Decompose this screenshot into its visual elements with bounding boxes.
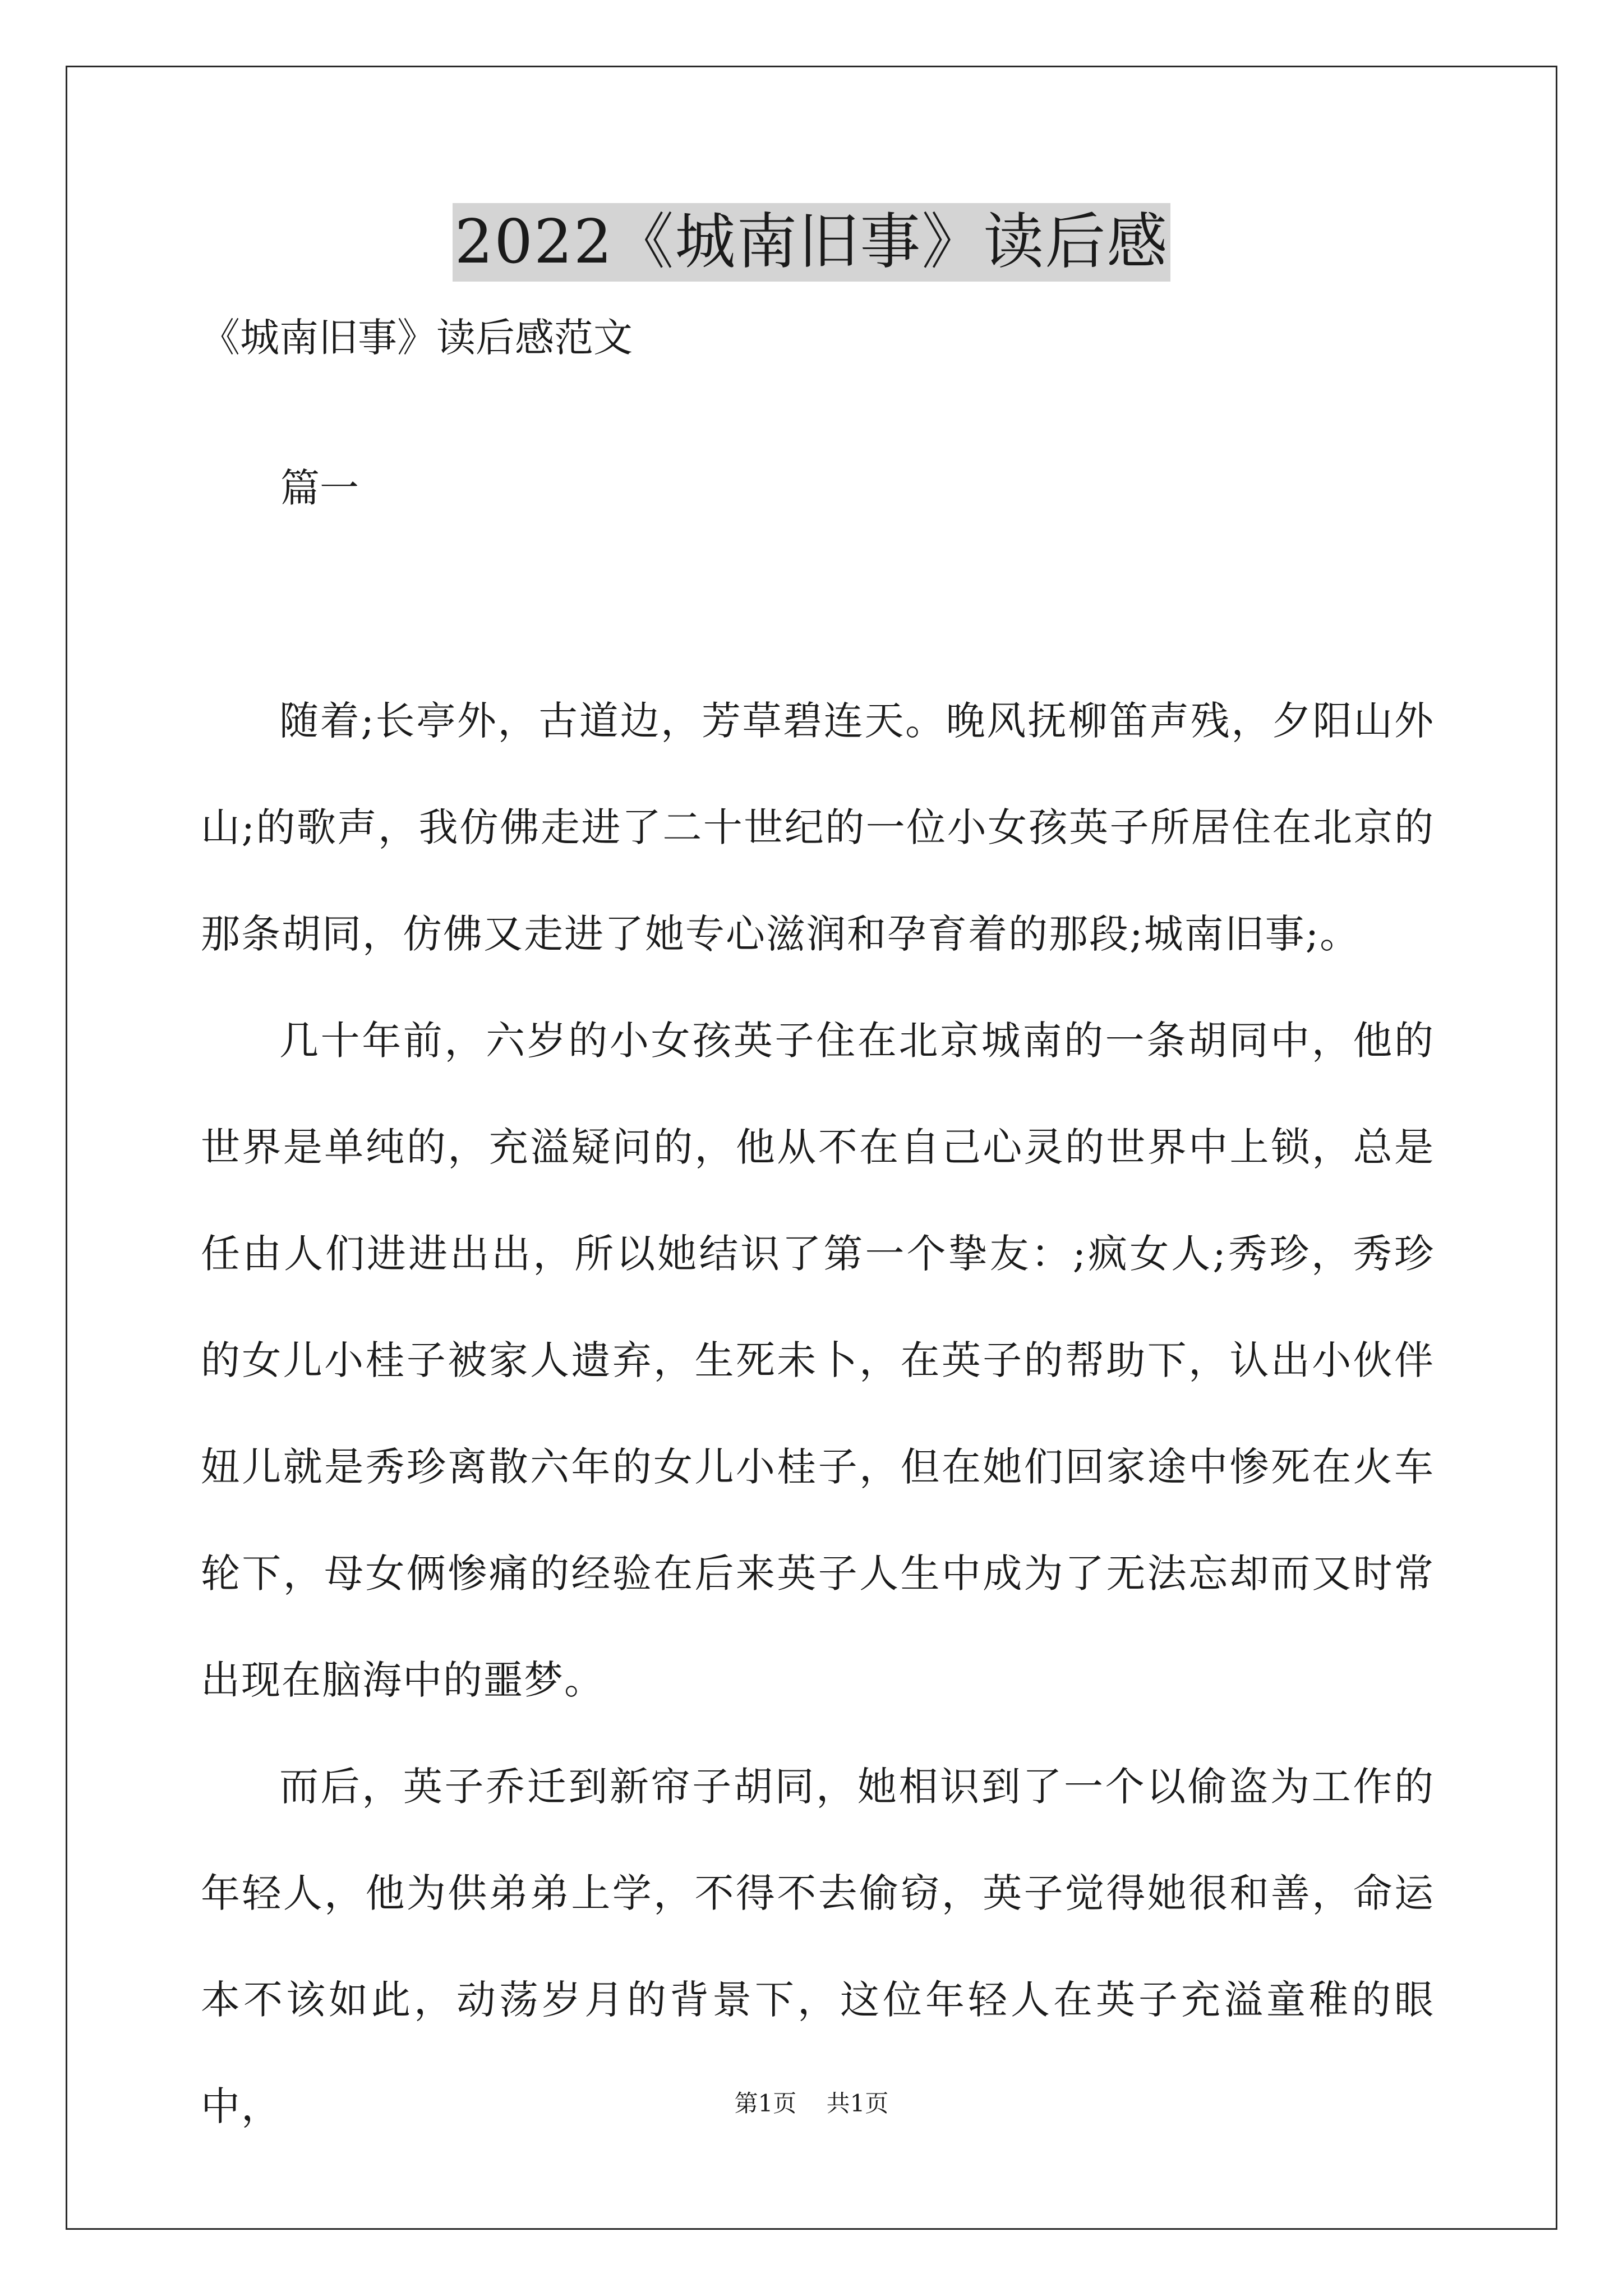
document-title-text: 2022《城南旧事》读后感 <box>453 203 1171 282</box>
document-subtitle: 《城南旧事》读后感范文 <box>201 315 633 361</box>
paragraph: 随着;长亭外，古道边，芳草碧连天。晚风抚柳笛声残，夕阳山外山;的歌声，我仿佛走进了二十世纪的一位小女孩英子所居住在北京的那条胡同，仿佛又走进了她专心滋润和孕育着的那段;城南旧事;。 <box>201 698 1435 957</box>
paragraph: 而后，英子乔迁到新帘子胡同，她相识到了一个以偷盗为工作的年轻人，他为供弟弟上学，不得不去偷窃，英子觉得她很和善，命运本不该如此，动荡岁月的背景下，这位年轻人在英子充溢童稚的眼中， <box>201 1764 1435 2129</box>
page-footer <box>0 2087 1623 2120</box>
page-number-current: 第1页 <box>734 2090 797 2117</box>
document-title <box>0 203 1623 282</box>
paragraph: 几十年前，六岁的小女孩英子住在北京城南的一条胡同中，他的世界是单纯的，充溢疑问的，他从不在自己心灵的世界中上锁，总是任由人们进进出出，所以她结识了第一个挚友：;疯女人;秀珍，秀珍的女儿小桂子被家人遗弃，生死未卜，在英子的帮助下，认出小伙伴妞儿就是秀珍离散六年的女儿小桂子，但在她们回家途中惨死在火车轮下，母女俩惨痛的经验在后来英子人生中成为了无法忘却而又时常出现在脑海中的噩梦。 <box>201 1018 1435 1703</box>
section-label: 篇一 <box>280 465 359 511</box>
page-number-total: 共1页 <box>826 2090 889 2117</box>
body-text <box>201 668 1435 2160</box>
